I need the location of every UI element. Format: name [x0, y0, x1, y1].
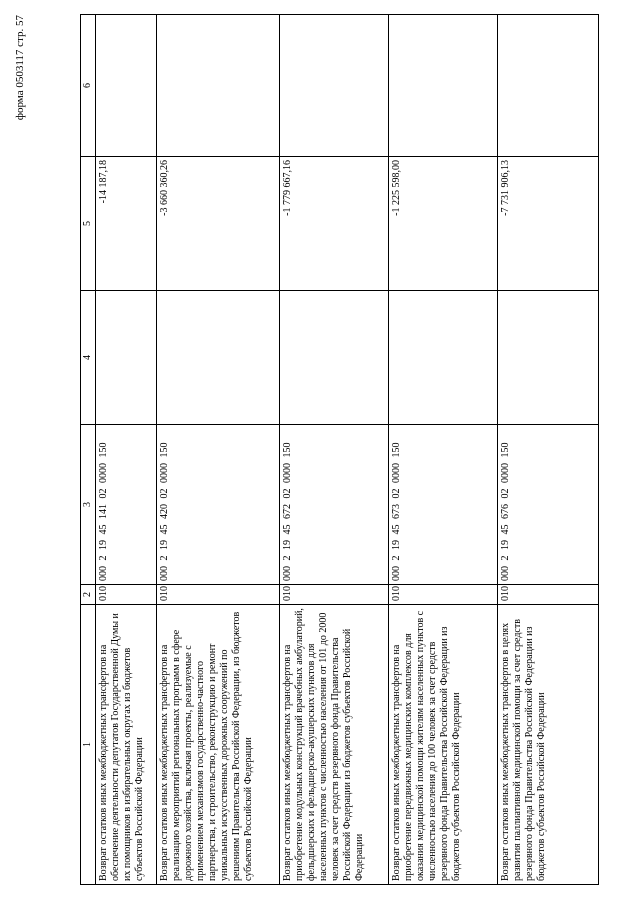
row-name: Возврат остатков иных межбюджетных трансфертов на приобретение модульных конструкций врачебных амбулаторий, фельдшерских и фельдшерско-акушерских пунктов для населенных пунктов с численностью населения от 101 до 2000 человек за счет средств резервного фонда Правительства Российской Федерации из бюджетов субъектов Российской Федерации [280, 605, 389, 885]
row-name: Возврат остатков иных межбюджетных трансфертов в целях развития паллиативной медицинской помощи за счет средств резервного фонда Правительства Российской Федерации из бюджетов субъектов Российской Федерации [498, 605, 599, 885]
col6-value [96, 15, 157, 157]
column-header: 4 [81, 291, 96, 425]
line-code: 010 [157, 585, 280, 605]
line-code: 010 [280, 585, 389, 605]
amount: -3 660 360,26 [157, 157, 280, 291]
column-header: 2 [81, 585, 96, 605]
income-code: 000 2 19 45 420 02 0000 150 [157, 425, 280, 585]
line-code: 010 [96, 585, 157, 605]
col6-value [280, 15, 389, 157]
line-code: 010 [389, 585, 498, 605]
table-row [389, 15, 498, 885]
amount: -1 779 667,16 [280, 157, 389, 291]
col4-value [96, 291, 157, 425]
col6-value [389, 15, 498, 157]
column-header: 6 [81, 15, 96, 157]
amount: -7 731 906,13 [498, 157, 599, 291]
row-name: Возврат остатков иных межбюджетных трансфертов на обеспечение деятельности депутатов Государственной Думы и их помощников в избирательных округах из бюджетов субъектов Российской Федерации [96, 605, 157, 885]
table-row [498, 15, 599, 885]
income-code: 000 2 19 45 673 02 0000 150 [389, 425, 498, 585]
column-header: 3 [81, 425, 96, 585]
amount: -14 187,18 [96, 157, 157, 291]
table-row [96, 15, 157, 885]
col4-value [280, 291, 389, 425]
income-code: 000 2 19 45 672 02 0000 150 [280, 425, 389, 585]
rotated-page [14, 15, 640, 885]
form-label: форма 0503117 стр. 57 [14, 15, 26, 121]
column-header: 5 [81, 157, 96, 291]
income-code: 000 2 19 45 676 02 0000 150 [498, 425, 599, 585]
col6-value [498, 15, 599, 157]
line-code: 010 [498, 585, 599, 605]
col4-value [498, 291, 599, 425]
col4-value [157, 291, 280, 425]
report-table [80, 14, 599, 885]
header-row [81, 15, 96, 885]
row-name: Возврат остатков иных межбюджетных трансфертов на приобретение передвижных медицинских комплексов для оказания медицинской помощи жителям населенных пунктов с численностью населения до 100 человек за счет средств резервного фонда Правительства Российской Федерации из бюджетов субъектов Российской Федерации [389, 605, 498, 885]
table-row [157, 15, 280, 885]
table-row [280, 15, 389, 885]
row-name: Возврат остатков иных межбюджетных трансфертов на реализацию мероприятий региональных программ в сфере дорожного хозяйства, включая проекты, реализуемые с применением механизмов государственно-частного партнерства, и строительство, реконструкцию и ремонт уникальных искусственных дорожных сооружений по решениям Правительства Российской Федерации, из бюджетов субъектов Российской Федерации [157, 605, 280, 885]
income-code: 000 2 19 45 141 02 0000 150 [96, 425, 157, 585]
col6-value [157, 15, 280, 157]
column-header: 1 [81, 605, 96, 885]
col4-value [389, 291, 498, 425]
amount: -1 225 598,00 [389, 157, 498, 291]
